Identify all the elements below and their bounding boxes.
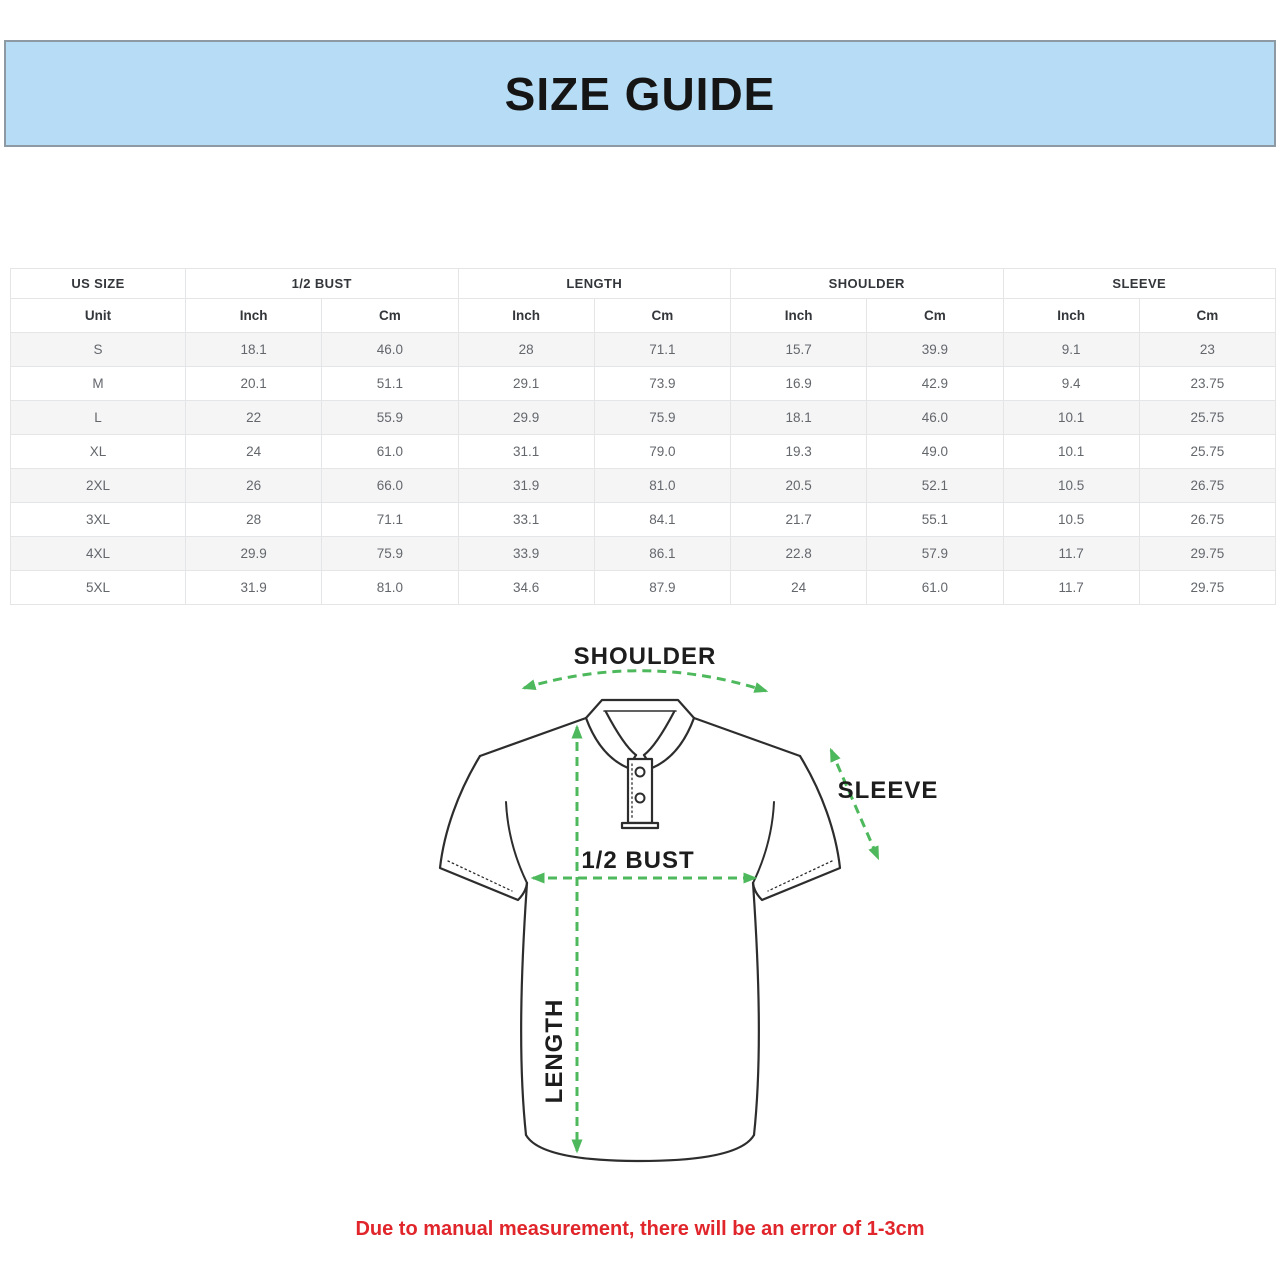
table-row <box>11 367 1276 401</box>
size-label-cell: M <box>11 367 186 401</box>
unit-header-cell: Cm <box>322 299 458 333</box>
unit-header-cell: Inch <box>458 299 594 333</box>
table-row <box>11 333 1276 367</box>
measurement-cell: 73.9 <box>594 367 730 401</box>
size-label-cell: L <box>11 401 186 435</box>
measurement-cell: 9.4 <box>1003 367 1139 401</box>
measurement-cell: 55.1 <box>867 503 1003 537</box>
measurement-cell: 10.1 <box>1003 401 1139 435</box>
measurement-cell: 31.1 <box>458 435 594 469</box>
measurement-cell: 75.9 <box>322 537 458 571</box>
column-header-us-size: US SIZE <box>11 269 186 299</box>
unit-header-cell: Unit <box>11 299 186 333</box>
measurement-cell: 61.0 <box>867 571 1003 605</box>
measurement-cell: 24 <box>186 435 322 469</box>
measurement-cell: 46.0 <box>322 333 458 367</box>
measurement-cell: 29.1 <box>458 367 594 401</box>
measurement-cell: 28 <box>186 503 322 537</box>
size-chart-table <box>10 268 1276 605</box>
measurement-cell: 29.9 <box>186 537 322 571</box>
measurement-cell: 22 <box>186 401 322 435</box>
measurement-cell: 22.8 <box>731 537 867 571</box>
measurement-cell: 57.9 <box>867 537 1003 571</box>
measurement-cell: 86.1 <box>594 537 730 571</box>
measurement-cell: 11.7 <box>1003 571 1139 605</box>
measurement-cell: 23.75 <box>1139 367 1275 401</box>
measurement-cell: 79.0 <box>594 435 730 469</box>
measurement-cell: 29.75 <box>1139 571 1275 605</box>
measurement-cell: 24 <box>731 571 867 605</box>
measurement-cell: 10.1 <box>1003 435 1139 469</box>
measurement-cell: 19.3 <box>731 435 867 469</box>
measurement-cell: 52.1 <box>867 469 1003 503</box>
polo-shirt-outline <box>440 700 840 1161</box>
size-label-cell: 3XL <box>11 503 186 537</box>
measurement-cell: 15.7 <box>731 333 867 367</box>
measurement-cell: 31.9 <box>186 571 322 605</box>
measurement-cell: 25.75 <box>1139 435 1275 469</box>
measurement-cell: 23 <box>1139 333 1275 367</box>
sleeve-arrow <box>831 750 878 858</box>
measurement-cell: 21.7 <box>731 503 867 537</box>
table-row <box>11 401 1276 435</box>
measurement-cell: 29.9 <box>458 401 594 435</box>
measurement-cell: 18.1 <box>186 333 322 367</box>
measurement-cell: 28 <box>458 333 594 367</box>
page-title: SIZE GUIDE <box>504 67 776 120</box>
unit-header-cell: Cm <box>1139 299 1275 333</box>
measurement-arrows <box>524 671 878 1151</box>
measurement-cell: 26.75 <box>1139 469 1275 503</box>
column-header-sleeve: SLEEVE <box>1003 269 1276 299</box>
unit-header-cell: Inch <box>1003 299 1139 333</box>
button <box>636 768 645 777</box>
table-row <box>11 435 1276 469</box>
measurement-cell: 20.5 <box>731 469 867 503</box>
measurement-cell: 46.0 <box>867 401 1003 435</box>
measurement-cell: 42.9 <box>867 367 1003 401</box>
measurement-cell: 29.75 <box>1139 537 1275 571</box>
measurement-diagram <box>400 630 960 1200</box>
shoulder-label: SHOULDER <box>573 643 717 670</box>
unit-header-row <box>11 299 1276 333</box>
measurement-cell: 18.1 <box>731 401 867 435</box>
measurement-disclaimer: Due to manual measurement, there will be an error of 1-3cm <box>355 1218 925 1240</box>
measurement-cell: 11.7 <box>1003 537 1139 571</box>
measurement-cell: 10.5 <box>1003 469 1139 503</box>
size-label-cell: S <box>11 333 186 367</box>
table-row <box>11 469 1276 503</box>
measurement-cell: 71.1 <box>594 333 730 367</box>
bust-label: 1/2 BUST <box>581 847 695 874</box>
measurement-cell: 75.9 <box>594 401 730 435</box>
measurement-cell: 31.9 <box>458 469 594 503</box>
measurement-cell: 81.0 <box>594 469 730 503</box>
unit-header-cell: Inch <box>731 299 867 333</box>
measurement-cell: 9.1 <box>1003 333 1139 367</box>
unit-header-cell: Inch <box>186 299 322 333</box>
measurement-cell: 39.9 <box>867 333 1003 367</box>
placket-bottom-tab <box>622 823 658 828</box>
measurement-cell: 26.75 <box>1139 503 1275 537</box>
measurement-cell: 10.5 <box>1003 503 1139 537</box>
measurement-cell: 25.75 <box>1139 401 1275 435</box>
length-label: LENGTH <box>541 998 568 1104</box>
size-label-cell: XL <box>11 435 186 469</box>
sleeve-label: SLEEVE <box>837 777 939 804</box>
size-label-cell: 5XL <box>11 571 186 605</box>
measurement-cell: 87.9 <box>594 571 730 605</box>
table-row <box>11 537 1276 571</box>
size-label-cell: 2XL <box>11 469 186 503</box>
measurement-cell: 20.1 <box>186 367 322 401</box>
group-header-row <box>11 269 1276 299</box>
unit-header-cell: Cm <box>867 299 1003 333</box>
measurement-cell: 33.9 <box>458 537 594 571</box>
measurement-cell: 66.0 <box>322 469 458 503</box>
table-row <box>11 503 1276 537</box>
measurement-cell: 34.6 <box>458 571 594 605</box>
measurement-cell: 16.9 <box>731 367 867 401</box>
measurement-cell: 49.0 <box>867 435 1003 469</box>
measurement-cell: 51.1 <box>322 367 458 401</box>
column-header-bust: 1/2 BUST <box>186 269 459 299</box>
size-table-body <box>11 333 1276 605</box>
unit-header-cell: Cm <box>594 299 730 333</box>
measurement-cell: 81.0 <box>322 571 458 605</box>
measurement-cell: 26 <box>186 469 322 503</box>
size-label-cell: 4XL <box>11 537 186 571</box>
shoulder-arrow <box>524 671 766 691</box>
column-header-length: LENGTH <box>458 269 731 299</box>
measurement-cell: 84.1 <box>594 503 730 537</box>
measurement-cell: 55.9 <box>322 401 458 435</box>
column-header-shoulder: SHOULDER <box>731 269 1004 299</box>
title-band <box>4 40 1276 147</box>
measurement-cell: 61.0 <box>322 435 458 469</box>
measurement-cell: 71.1 <box>322 503 458 537</box>
button <box>636 794 645 803</box>
measurement-cell: 33.1 <box>458 503 594 537</box>
table-row <box>11 571 1276 605</box>
